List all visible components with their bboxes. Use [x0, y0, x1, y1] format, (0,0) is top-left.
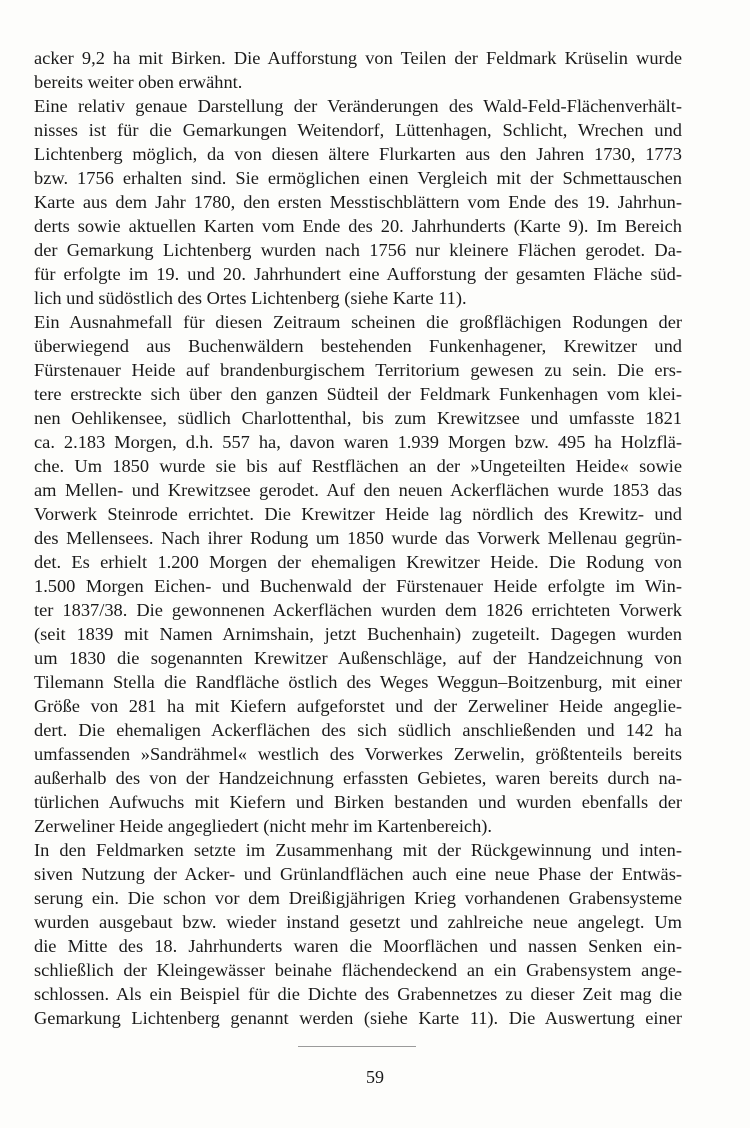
text-line: acker 9,2 ha mit Birken. Die Aufforstung von Teilen der Feldmark Krüselin wurde	[34, 48, 682, 68]
text-line: Fürstenauer Heide auf brandenburgischem Territorium gewesen zu sein. Die ers-	[34, 360, 682, 380]
text-line: des Mellensees. Nach ihrer Rodung um 1850 wurde das Vorwerk Mellenau gegrün-	[34, 528, 682, 548]
text-line: serung ein. Die schon vor dem Dreißigjährigen Krieg vorhandenen Grabensysteme	[34, 888, 682, 908]
text-line: Zerweliner Heide angegliedert (nicht mehr im Kartenbereich).	[34, 816, 493, 836]
text-line: Gemarkung Lichtenberg genannt werden (siehe Karte 11). Die Auswertung einer	[34, 1008, 682, 1028]
page-text-block	[34, 46, 682, 1086]
text-line: dert. Die ehemaligen Ackerflächen des sich südlich anschließenden und 142 ha	[34, 720, 682, 740]
text-line: Lichtenberg möglich, da von diesen ältere Flurkarten aus den Jahren 1730, 1773	[34, 144, 682, 164]
text-line: für erfolgte im 19. und 20. Jahrhundert eine Aufforstung der gesamten Fläche süd-	[34, 264, 682, 284]
text-line: die Mitte des 18. Jahrhunderts waren die Moorflächen und nassen Senken ein-	[34, 936, 682, 956]
text-line: um 1830 die sogenannten Krewitzer Außenschläge, auf der Handzeichnung von	[34, 648, 682, 668]
text-line: det. Es erhielt 1.200 Morgen der ehemaligen Krewitzer Heide. Die Rodung von	[34, 552, 682, 572]
text-line: am Mellen- und Krewitzsee gerodet. Auf den neuen Ackerflächen wurde 1853 das	[34, 480, 682, 500]
text-line: Größe von 281 ha mit Kiefern aufgeforstet und der Zerweliner Heide angeglie-	[34, 696, 682, 716]
text-line: derts sowie aktuellen Karten vom Ende des 20. Jahrhunderts (Karte 9). Im Bereich	[34, 216, 682, 236]
text-line: che. Um 1850 wurde sie bis auf Restflächen an der »Ungeteilten Heide« sowie	[34, 456, 682, 476]
text-line: siven Nutzung der Acker- und Grünlandflächen auch eine neue Phase der Entwäs-	[34, 864, 682, 884]
text-line: nen Oehlikensee, südlich Charlottenthal, bis zum Krewitzsee und umfasste 1821	[34, 408, 682, 428]
text-line: (seit 1839 mit Namen Arnimshain, jetzt Buchenhain) zugeteilt. Dagegen wurden	[34, 624, 682, 644]
text-line: bereits weiter oben erwähnt.	[34, 72, 243, 92]
text-line: schlossen. Als ein Beispiel für die Dichte des Grabennetzes zu dieser Zeit mag die	[34, 984, 682, 1004]
text-line: türlichen Aufwuchs mit Kiefern und Birken bestanden und wurden ebenfalls der	[34, 792, 682, 812]
text-line: ca. 2.183 Morgen, d.h. 557 ha, davon waren 1.939 Morgen bzw. 495 ha Holzflä-	[34, 432, 682, 452]
text-line: Vorwerk Steinrode errichtet. Die Krewitzer Heide lag nördlich des Krewitz- und	[34, 504, 682, 524]
text-line: Eine relativ genaue Darstellung der Veränderungen des Wald-Feld-Flächenverhält-	[34, 96, 682, 116]
text-line: schließlich der Kleingewässer beinahe flächendeckend an ein Grabensystem ange-	[34, 960, 682, 980]
text-line: nisses ist für die Gemarkungen Weitendorf, Lüttenhagen, Schlicht, Wrechen und	[34, 120, 682, 140]
page-number: 59	[366, 1067, 384, 1087]
text-line: überwiegend aus Buchenwäldern bestehenden Funkenhagener, Krewitzer und	[34, 336, 682, 356]
text-line: Karte aus dem Jahr 1780, den ersten Messtischblättern vom Ende des 19. Jahrhun-	[34, 192, 682, 212]
text-line: lich und südöstlich des Ortes Lichtenberg (siehe Karte 11).	[34, 288, 467, 308]
text-line: ter 1837/38. Die gewonnenen Ackerflächen wurden dem 1826 errichteten Vorwerk	[34, 600, 682, 620]
text-line: tere erstreckte sich über den ganzen Südteil der Feldmark Funkenhagen vom klei-	[34, 384, 682, 404]
text-line: außerhalb des von der Handzeichnung erfassten Gebietes, waren bereits durch na-	[34, 768, 682, 788]
text-line: Ein Ausnahmefall für diesen Zeitraum scheinen die großflächigen Rodungen der	[34, 312, 682, 332]
text-line: der Gemarkung Lichtenberg wurden nach 1756 nur kleinere Flächen gerodet. Da-	[34, 240, 682, 260]
text-line: 1.500 Morgen Eichen- und Buchenwald der Fürstenauer Heide erfolgte im Win-	[34, 576, 682, 596]
text-line: In den Feldmarken setzte im Zusammenhang mit der Rückgewinnung und inten-	[34, 840, 682, 860]
text-line: umfassenden »Sandrähmel« westlich des Vorwerkes Zerwelin, größtenteils bereits	[34, 744, 682, 764]
text-line: bzw. 1756 erhalten sind. Sie ermöglichen einen Vergleich mit der Schmettauschen	[34, 168, 682, 188]
footer-rule	[298, 1046, 416, 1047]
text-line: wurden ausgebaut bzw. wieder instand gesetzt und zahlreiche neue angelegt. Um	[34, 912, 682, 932]
text-line: Tilemann Stella die Randfläche östlich des Weges Weggun–Boitzenburg, mit einer	[34, 672, 682, 692]
